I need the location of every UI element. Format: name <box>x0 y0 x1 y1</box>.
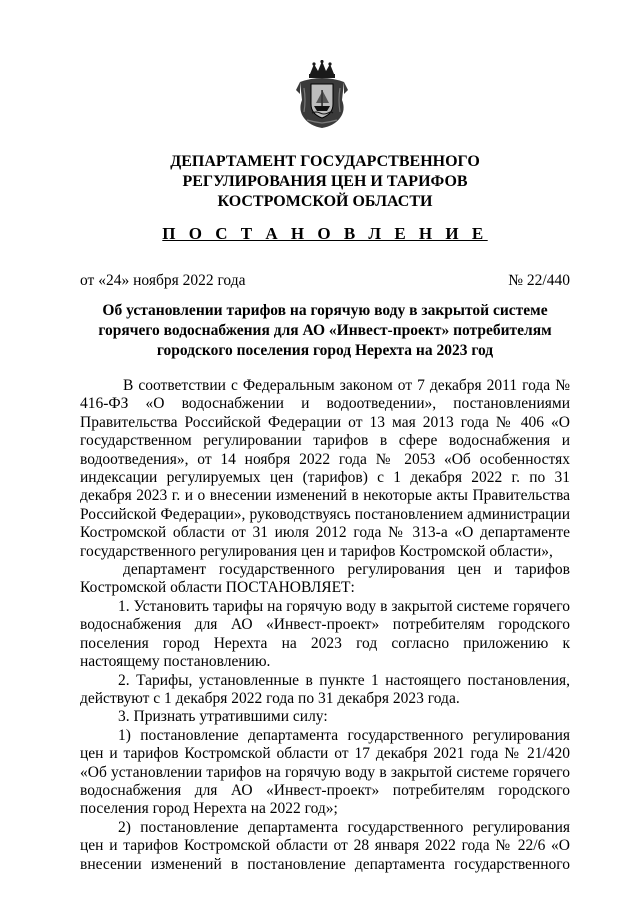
intro-paragraph: В соответствии с Федеральным законом от 7 декабря 2011 года № 416-ФЗ «О водоснабжении и водоотведении», постановлениями Правительства Российской Федерации от 13 мая 2013 года № 406 «О государственном регулировании тарифов в сфере водоснабжения и водоотведения», от 14 ноября 2022 года № 2053 «Об особенностях индексации регулируемых цен (тарифов) с 1 декабря 2022 г. по 31 декабря 2023 г. и о внесении изменений в некоторые акты Правительства Российской Федерации», руководствуясь постановлением администрации Костромской области от 31 июля 2012 года № 313-а «О департаменте государственного регулирования цен и тарифов Костромской области», <box>80 377 570 560</box>
sub-item-2-paragraph: 2) постановление департамента государственного регулирования цен и тарифов Костромской области от 28 января 2022 года № 22/6 «О внесении изменений в постановление департамента государственного <box>80 818 570 873</box>
title-line-3: городского поселения город Нерехта на 2023 год <box>156 342 494 359</box>
item-3-paragraph: 3. Признать утратившими силу: <box>118 708 328 726</box>
item-1-paragraph: 1. Установить тарифы на горячую воду в закрытой системе горячего водоснабжения для АО «Инвест-проект» потребителям городского поселения город Нерехта на 2023 год согласно приложению к настоящему постановлению. <box>80 597 570 671</box>
department-line-1: ДЕПАРТАМЕНТ ГОСУДАРСТВЕННОГО <box>170 153 480 170</box>
document-body <box>80 377 570 874</box>
item-2-paragraph: 2. Тарифы, установленные в пункте 1 настоящего постановления, действуют с 1 декабря 2022 года по 31 декабря 2023 года. <box>80 671 570 707</box>
title-line-1: Об установлении тарифов на горячую воду в закрытой системе <box>102 302 548 319</box>
document-meta <box>80 272 570 292</box>
document-number: № 22/440 <box>508 272 570 289</box>
document-date: от «24» ноября 2022 года <box>80 272 246 289</box>
title-line-2: горячего водоснабжения для АО «Инвест-проект» потребителям <box>98 322 552 339</box>
department-line-2: РЕГУЛИРОВАНИЯ ЦЕН И ТАРИФОВ <box>182 173 468 190</box>
department-line-3: КОСТРОМСКОЙ ОБЛАСТИ <box>217 193 433 210</box>
resolution-paragraph: департамент государственного регулирования цен и тарифов Костромской области ПОСТАНОВЛЯЕТ: <box>80 561 570 597</box>
document-type-heading: П О С Т А Н О В Л Е Н И Е <box>162 224 488 243</box>
kostroma-coat-of-arms-icon <box>296 60 348 130</box>
sub-item-1-paragraph: 1) постановление департамента государственного регулирования цен и тарифов Костромской области от 17 декабря 2021 года № 21/420 «Об установлении тарифов на горячую воду в закрытой системе горячего водоснабжения для АО «Инвест-проект» потребителям городского поселения город Нерехта на 2022 год»; <box>80 726 570 818</box>
department-name <box>80 152 570 212</box>
document-title <box>80 301 570 361</box>
